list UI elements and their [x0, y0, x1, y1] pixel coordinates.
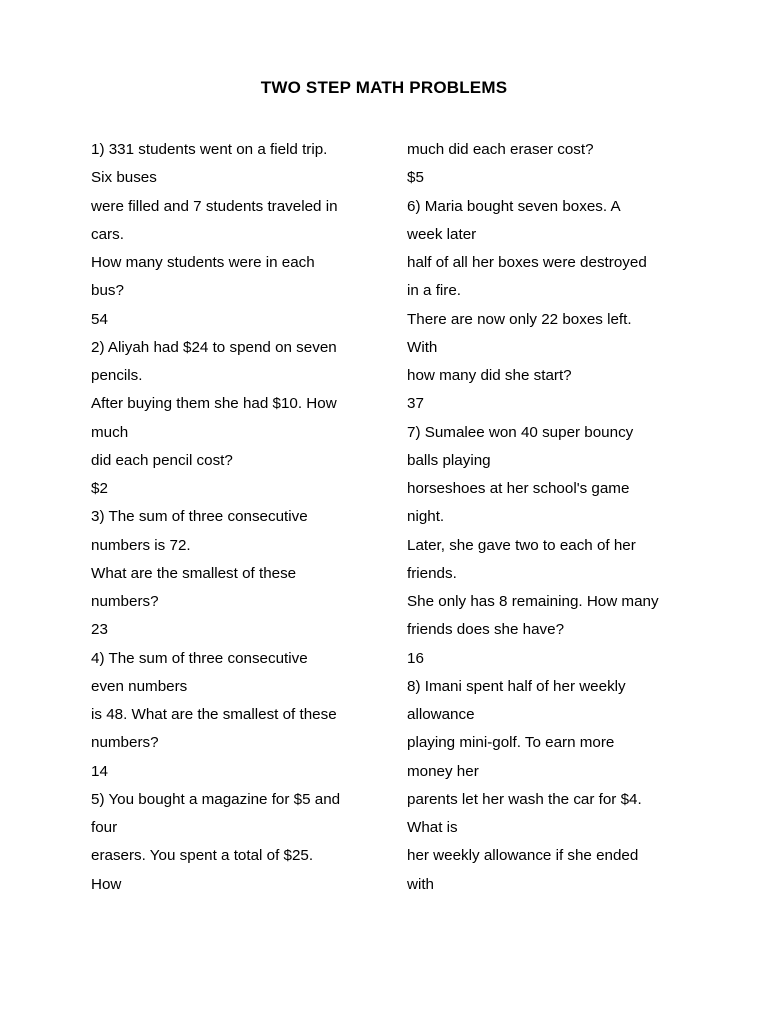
page-title: TWO STEP MATH PROBLEMS [260, 78, 508, 97]
text-line: $5 [407, 169, 424, 187]
text-line: pencils. [91, 367, 143, 384]
text-line: There are now only 22 boxes left. [407, 310, 632, 328]
text-line: were filled and 7 students traveled in [91, 197, 338, 215]
text-line: money her [407, 762, 479, 780]
text-line: With [407, 338, 438, 356]
text-line: 14 [91, 762, 108, 780]
left-column [91, 136, 381, 899]
text-line: 4) The sum of three consecutive [91, 649, 308, 667]
right-column [407, 136, 707, 899]
text-line: cars. [91, 225, 124, 243]
text-line: her weekly allowance if she ended [407, 847, 639, 865]
text-line: 37 [407, 395, 424, 413]
text-line: 5) You bought a magazine for $5 and [91, 790, 341, 808]
text-line: 6) Maria bought seven boxes. A [407, 197, 621, 215]
text-line: What are the smallest of these [91, 564, 297, 582]
text-line: She only has 8 remaining. How many [407, 593, 659, 610]
text-line: bus? [91, 282, 124, 300]
text-line: 8) Imani spent half of her weekly [407, 677, 626, 695]
text-line: balls playing [407, 451, 491, 469]
text-line: numbers? [91, 734, 159, 752]
text-line: 54 [91, 310, 108, 328]
text-line: did each pencil cost? [91, 451, 233, 469]
text-line: 2) Aliyah had $24 to spend on seven [91, 338, 337, 356]
text-line: night. [407, 508, 445, 526]
text-line: friends does she have? [407, 621, 565, 639]
text-line: How [91, 875, 122, 893]
text-line: much did each eraser cost? [407, 141, 594, 158]
text-line: allowance [407, 706, 475, 723]
text-line: playing mini-golf. To earn more [407, 734, 615, 752]
text-line: even numbers [91, 677, 188, 695]
text-line: 7) Sumalee won 40 super bouncy [407, 423, 634, 441]
text-line: After buying them she had $10. How [91, 395, 337, 413]
text-line: friends. [407, 564, 457, 582]
text-line: numbers is 72. [91, 536, 191, 554]
text-line: 16 [407, 649, 424, 667]
text-line: 3) The sum of three consecutive [91, 508, 308, 526]
text-line: in a fire. [407, 282, 462, 300]
text-line: horseshoes at her school's game [407, 480, 630, 497]
text-line: $2 [91, 480, 108, 497]
text-line: 1) 331 students went on a field trip. [91, 141, 328, 158]
text-line: Six buses [91, 169, 157, 187]
text-line: is 48. What are the smallest of these [91, 706, 337, 723]
text-line: how many did she start? [407, 367, 572, 384]
text-line: half of all her boxes were destroyed [407, 254, 647, 271]
text-line: What is [407, 819, 458, 836]
text-line: four [91, 819, 118, 836]
text-line: 23 [91, 621, 108, 639]
text-line: with [407, 875, 435, 893]
text-line: How many students were in each [91, 254, 315, 271]
text-line: much [91, 423, 129, 441]
text-line: numbers? [91, 593, 159, 610]
text-line: parents let her wash the car for $4. [407, 790, 642, 808]
text-line: erasers. You spent a total of $25. [91, 847, 314, 865]
text-line: Later, she gave two to each of her [407, 536, 636, 554]
text-line: week later [407, 225, 477, 243]
